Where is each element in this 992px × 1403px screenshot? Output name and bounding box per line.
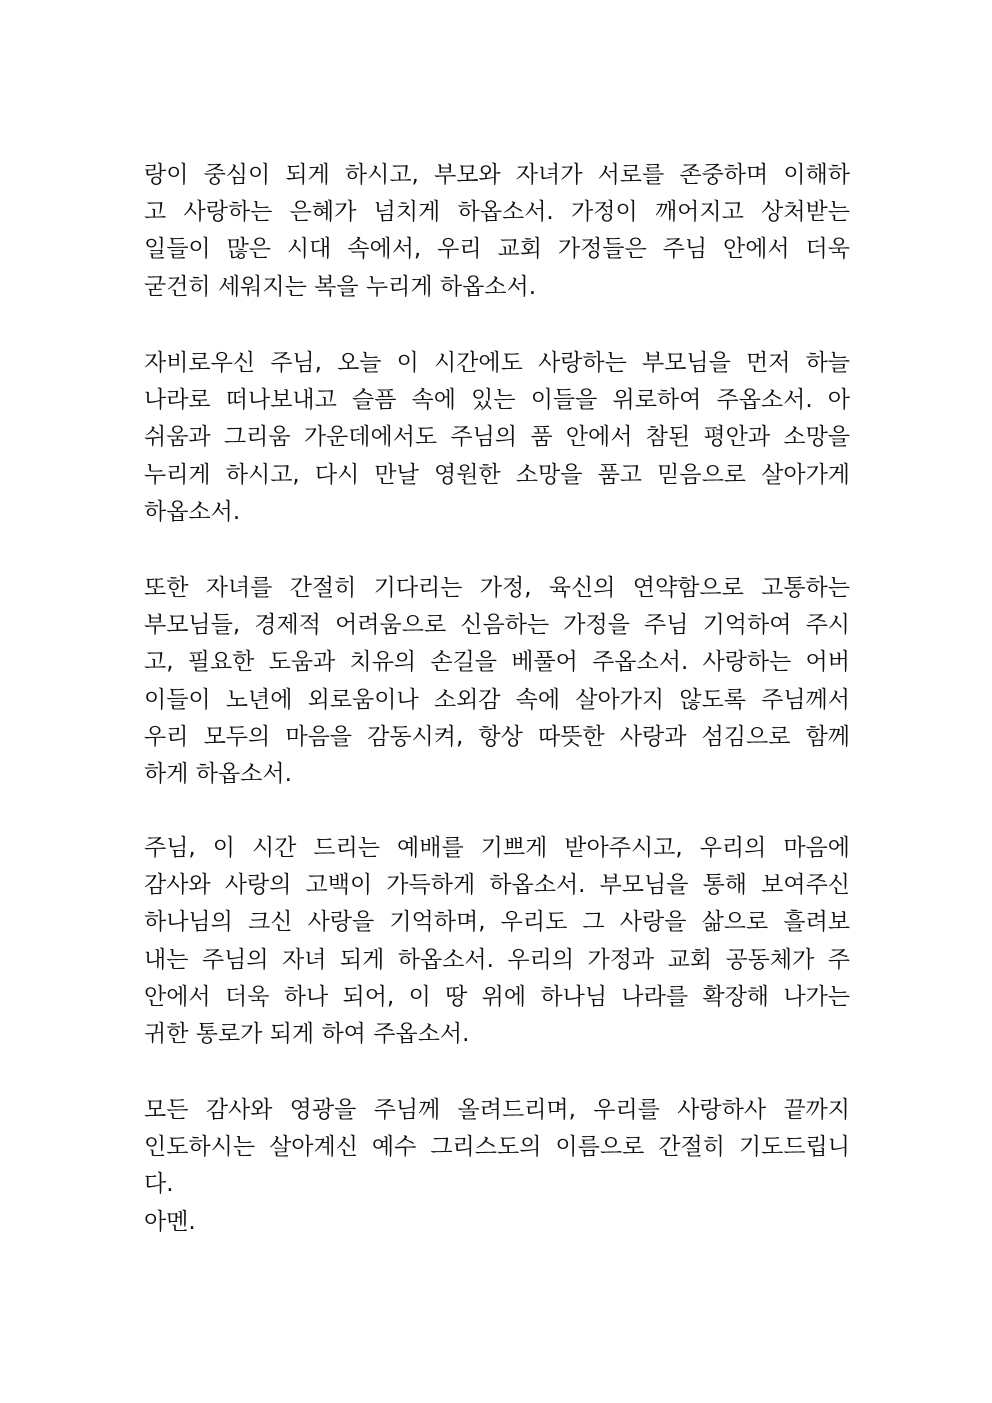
text-line: 자비로우신 주님, 오늘 이 시간에도 사랑하는 부모님을 먼저 하늘 <box>144 350 850 376</box>
text-line: 고, 필요한 도움과 치유의 손길을 베풀어 주옵소서. 사랑하는 어버 <box>144 649 850 676</box>
text-line: 랑이 중심이 되게 하시고, 부모와 자녀가 서로를 존중하며 이해하 <box>144 162 850 188</box>
text-line: 인도하시는 살아계신 예수 그리스도의 이름으로 간절히 기도드립니 <box>144 1134 850 1161</box>
text-line: 또한 자녀를 간절히 기다리는 가정, 육신의 연약함으로 고통하는 <box>144 575 850 601</box>
paragraph-family-blessing <box>144 157 850 306</box>
paragraph-comfort <box>144 345 850 531</box>
text-line: 다. <box>144 1171 174 1198</box>
text-line: 누리게 하시고, 다시 만날 영원한 소망을 품고 믿음으로 살아가게 <box>144 461 850 488</box>
text-line: 하게 하옵소서. <box>144 760 292 787</box>
text-line: 우리 모두의 마음을 감동시켜, 항상 따뜻한 사랑과 섬김으로 함께 <box>144 723 850 750</box>
text-line: 내는 주님의 자녀 되게 하옵소서. 우리의 가정과 교회 공동체가 주 <box>144 946 850 973</box>
paragraph-closing <box>144 1092 850 1241</box>
text-line: 귀한 통로가 되게 하여 주옵소서. <box>144 1020 470 1047</box>
paragraph-worship <box>144 830 850 1053</box>
text-line: 이들이 노년에 외로움이나 소외감 속에 살아가지 않도록 주님께서 <box>144 686 850 713</box>
text-line: 하옵소서. <box>144 498 241 525</box>
text-line: 안에서 더욱 하나 되어, 이 땅 위에 하나님 나라를 확장해 나가는 <box>144 983 850 1010</box>
text-line: 하나님의 크신 사랑을 기억하며, 우리도 그 사랑을 삶으로 흘려보 <box>144 909 850 936</box>
text-line: 쉬움과 그리움 가운데에서도 주님의 품 안에서 참된 평안과 소망을 <box>144 424 850 451</box>
text-line: 나라로 떠나보내고 슬픔 속에 있는 이들을 위로하여 주옵소서. 아 <box>144 387 850 414</box>
amen-line: 아멘. <box>144 1208 196 1235</box>
text-line: 굳건히 세워지는 복을 누리게 하옵소서. <box>144 273 537 300</box>
text-line: 일들이 많은 시대 속에서, 우리 교회 가정들은 주님 안에서 더욱 <box>144 236 850 263</box>
text-line: 고 사랑하는 은혜가 넘치게 하옵소서. 가정이 깨어지고 상처받는 <box>144 199 850 226</box>
text-line: 모든 감사와 영광을 주님께 올려드리며, 우리를 사랑하사 끝까지 <box>144 1097 850 1123</box>
paragraph-intercession <box>144 570 850 793</box>
text-line: 감사와 사랑의 고백이 가득하게 하옵소서. 부모님을 통해 보여주신 <box>144 872 850 899</box>
text-line: 주님, 이 시간 드리는 예배를 기쁘게 받아주시고, 우리의 마음에 <box>144 835 850 861</box>
text-line: 부모님들, 경제적 어려움으로 신음하는 가정을 주님 기억하여 주시 <box>144 612 850 639</box>
